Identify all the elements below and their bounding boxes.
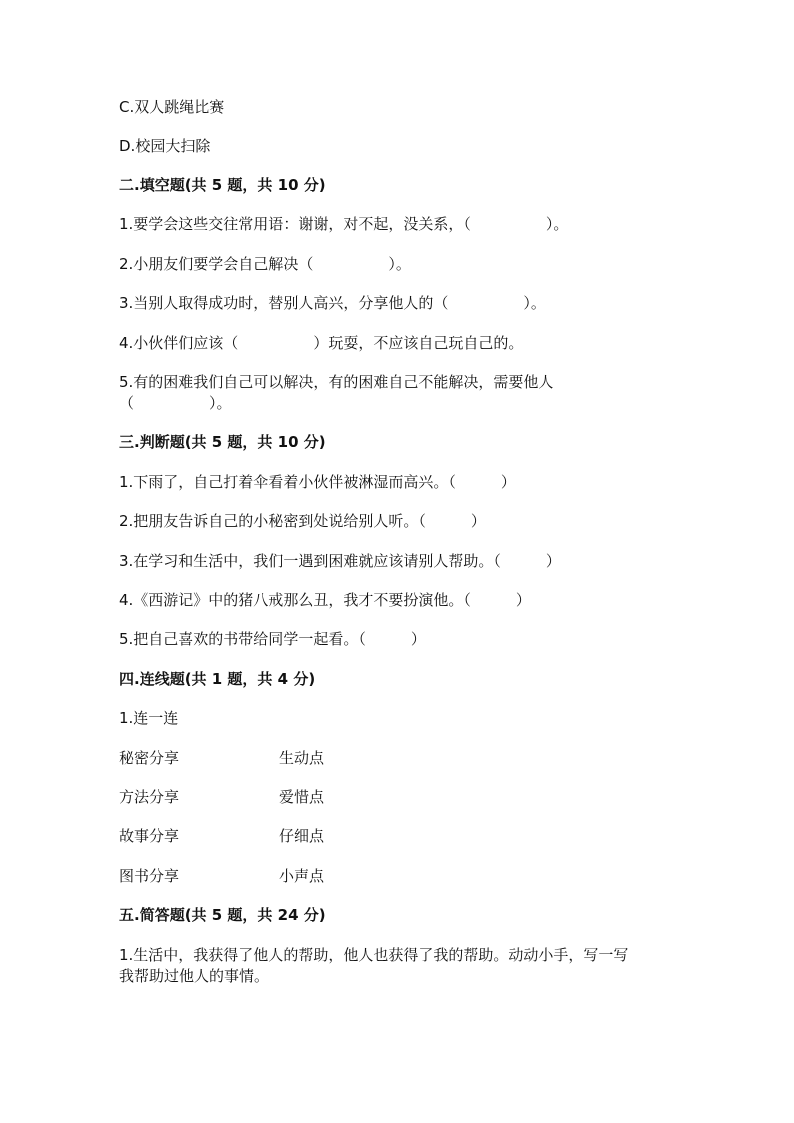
short-answer-heading: 五.简答题(共 5 题，共 24 分) — [119, 906, 326, 924]
fill-blank-q4: 4.小伙伴们应该（ ）玩耍，不应该自己玩自己的。 — [119, 334, 524, 352]
short-answer-q1-line2: 我帮助过他人的事情。 — [119, 967, 270, 985]
true-false-q5: 5.把自己喜欢的书带给同学一起看。（ ） — [119, 630, 426, 648]
matching-right-item: 生动点 — [279, 749, 325, 767]
fill-blank-q5-line2: （ ）。 — [119, 394, 232, 412]
fill-blank-q3: 3.当别人取得成功时，替别人高兴，分享他人的（ ）。 — [119, 294, 546, 312]
fill-blank-q1: 1.要学会这些交往常用语：谢谢，对不起，没关系，（ ）。 — [119, 215, 569, 233]
matching-right-item: 爱惜点 — [279, 788, 325, 806]
choice-option-c: C.双人跳绳比赛 — [119, 98, 225, 116]
matching-right-item: 小声点 — [279, 867, 325, 885]
true-false-q3: 3.在学习和生活中，我们一遇到困难就应该请别人帮助。（ ） — [119, 552, 561, 570]
true-false-heading: 三.判断题(共 5 题，共 10 分) — [119, 433, 326, 451]
matching-left-item: 秘密分享 — [119, 749, 180, 767]
matching-left-item: 方法分享 — [119, 788, 180, 806]
matching-right-item: 仔细点 — [279, 827, 325, 845]
true-false-q2: 2.把朋友告诉自己的小秘密到处说给别人听。（ ） — [119, 512, 486, 530]
fill-blank-heading: 二.填空题(共 5 题，共 10 分) — [119, 176, 326, 194]
true-false-q4: 4.《西游记》中的猪八戒那么丑，我才不要扮演他。（ ） — [119, 591, 531, 609]
short-answer-q1-line1: 1.生活中，我获得了他人的帮助，他人也获得了我的帮助。动动小手，写一写 — [119, 946, 629, 964]
matching-q1: 1.连一连 — [119, 709, 179, 727]
true-false-q1: 1.下雨了，自己打着伞看着小伙伴被淋湿而高兴。（ ） — [119, 473, 516, 491]
choice-option-d: D.校园大扫除 — [119, 137, 211, 155]
fill-blank-q2: 2.小朋友们要学会自己解决（ ）。 — [119, 255, 411, 273]
matching-heading: 四.连线题(共 1 题，共 4 分) — [119, 670, 316, 688]
fill-blank-q5-line1: 5.有的困难我们自己可以解决，有的困难自己不能解决，需要他人 — [119, 373, 554, 391]
matching-left-item: 图书分享 — [119, 867, 180, 885]
matching-left-item: 故事分享 — [119, 827, 180, 845]
